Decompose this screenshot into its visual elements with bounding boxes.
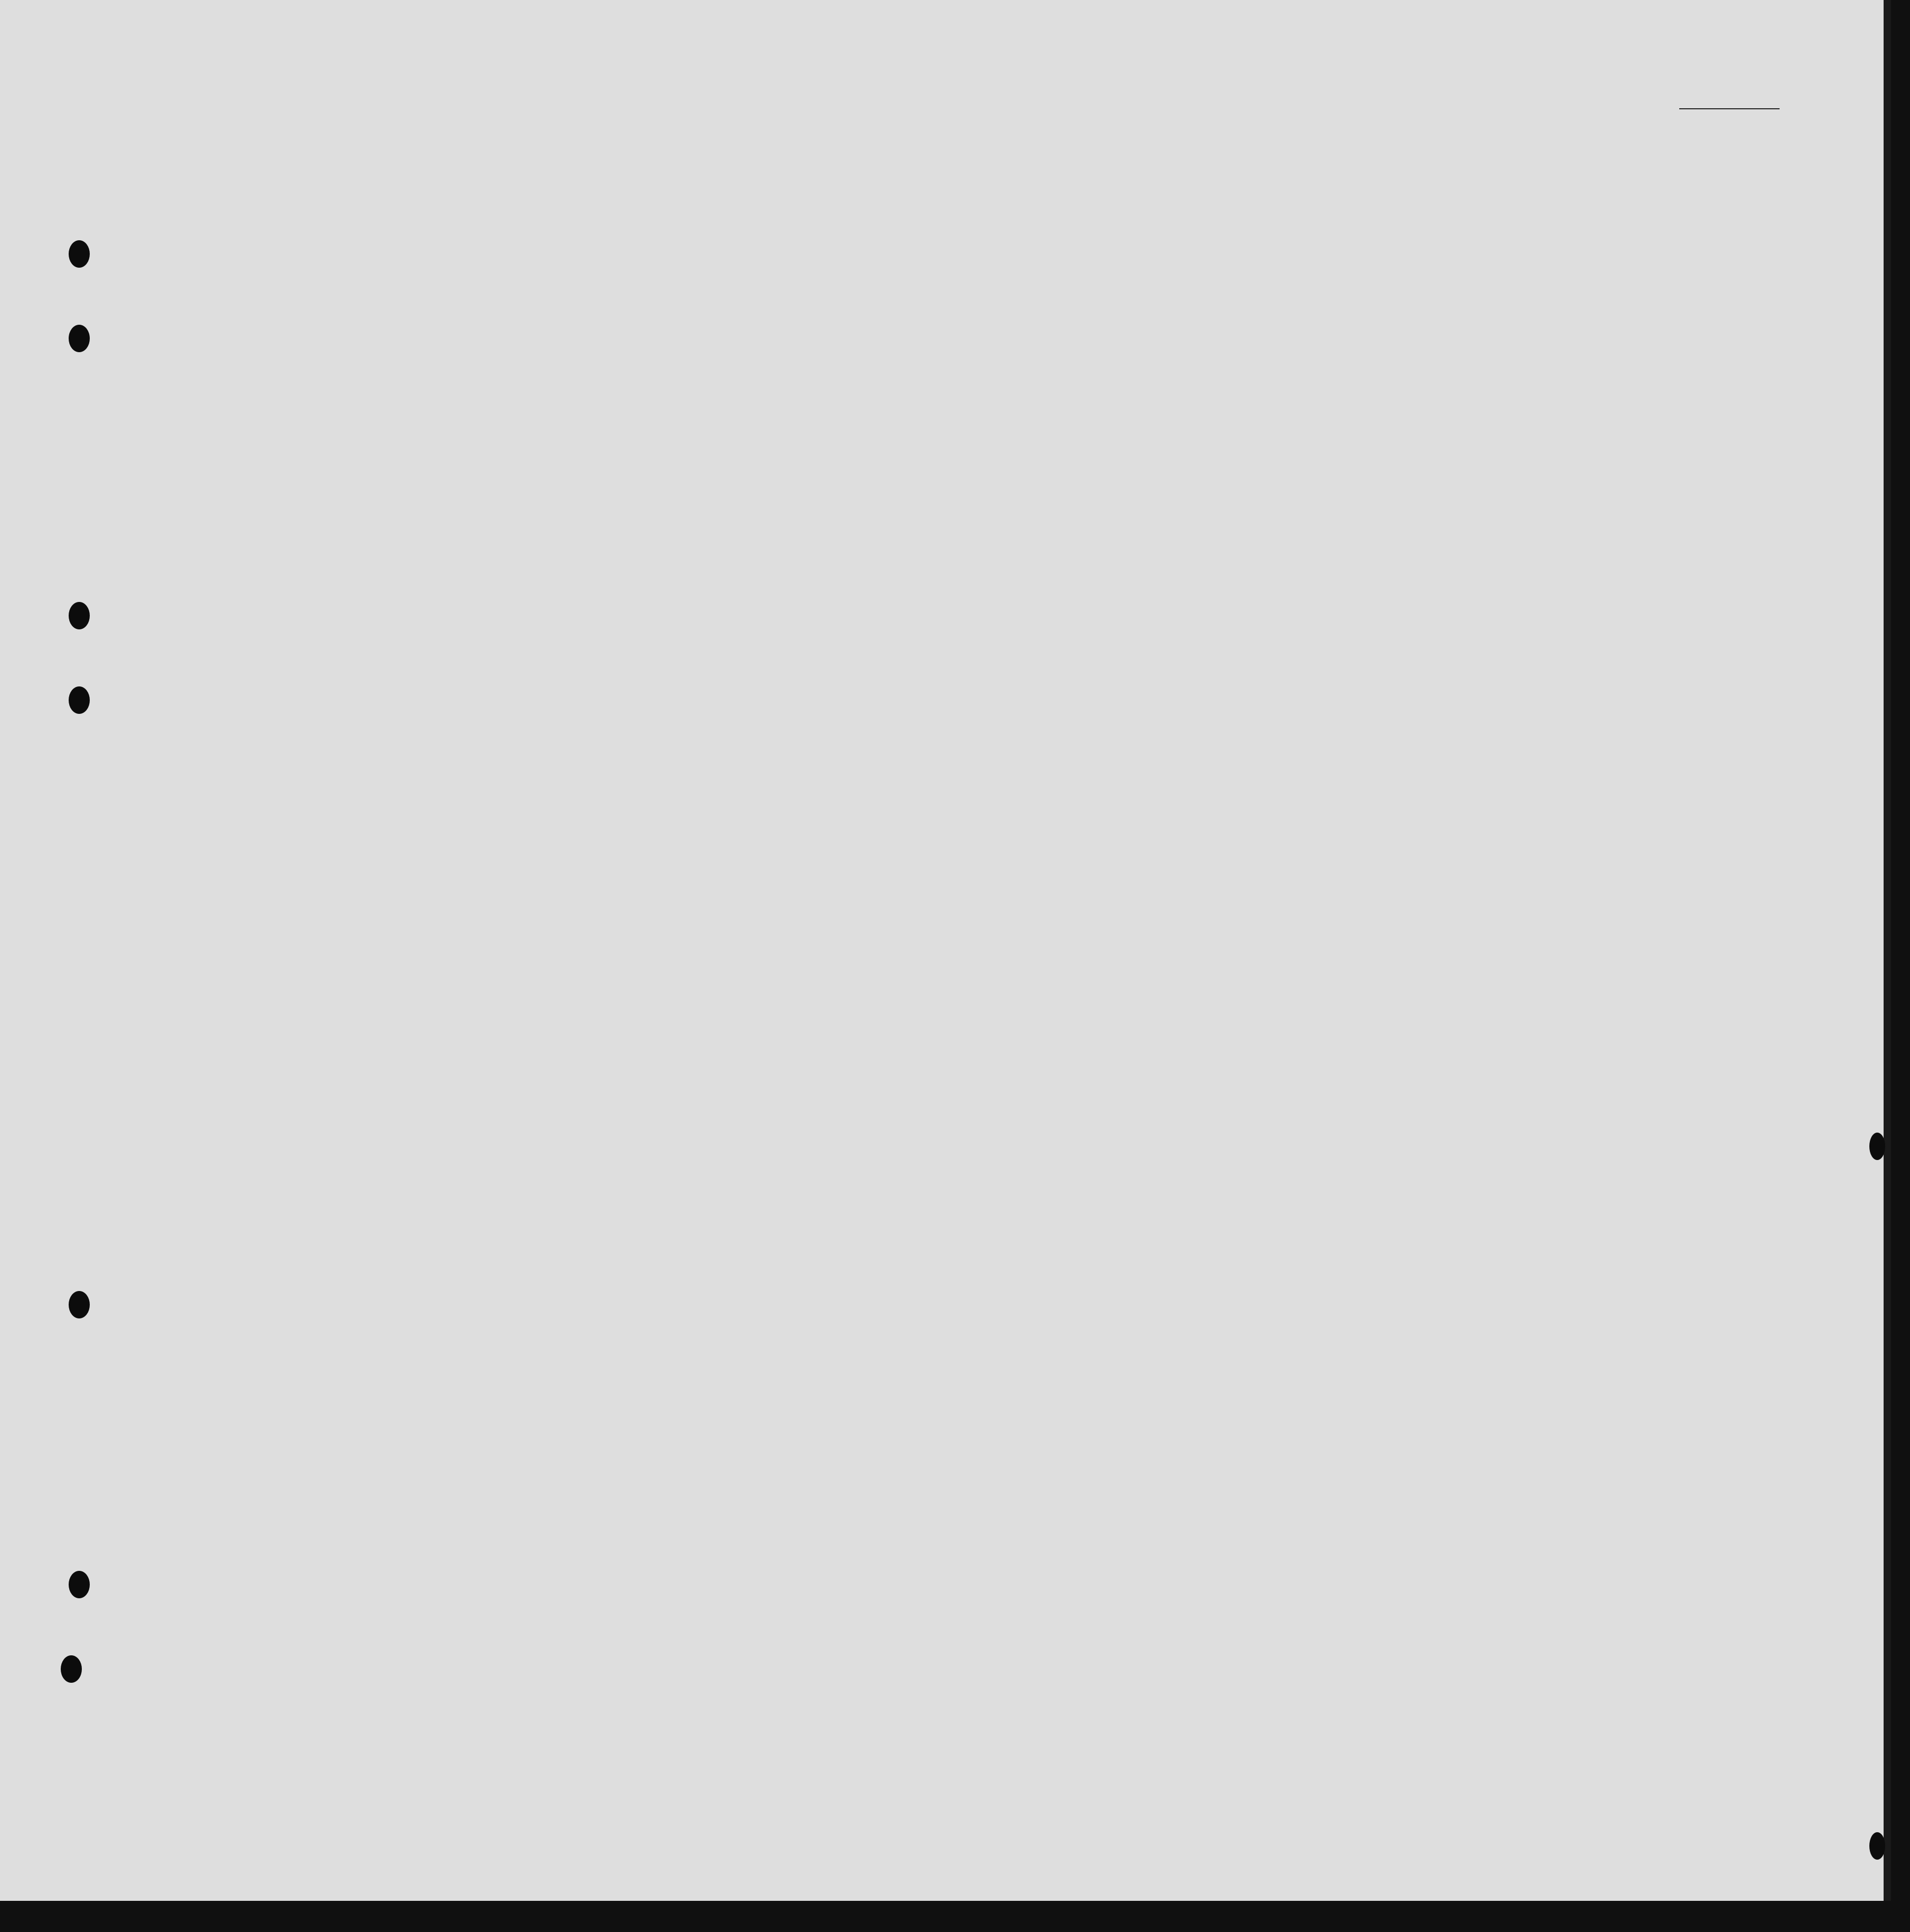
binder-hole — [69, 1571, 90, 1598]
binder-hole-right — [1869, 1133, 1885, 1160]
binder-hole — [69, 240, 90, 268]
binder-hole — [61, 1655, 82, 1683]
binder-hole — [69, 1291, 90, 1318]
binder-hole — [69, 602, 90, 629]
binder-hole-right — [1869, 1832, 1885, 1860]
binder-hole — [69, 325, 90, 352]
binder-hole — [69, 686, 90, 714]
